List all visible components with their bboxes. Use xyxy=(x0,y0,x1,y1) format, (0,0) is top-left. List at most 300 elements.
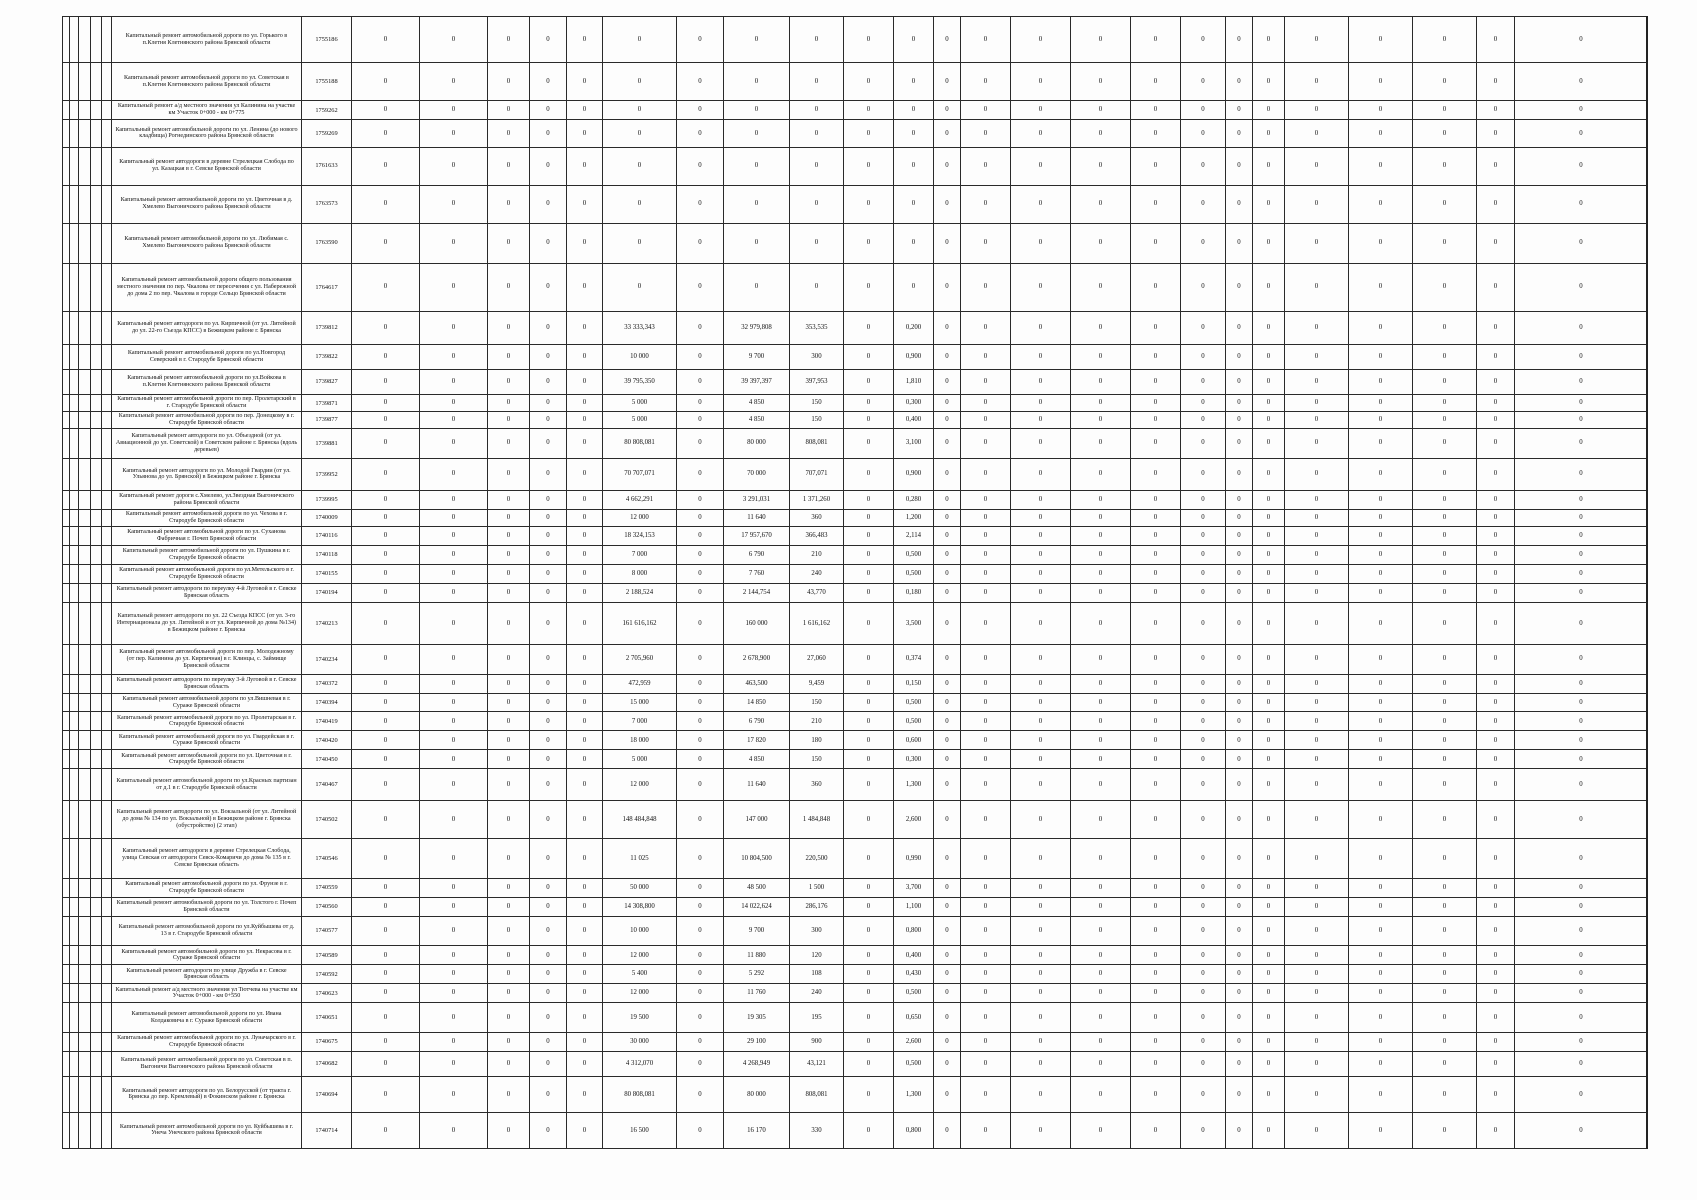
value-cell: 0 xyxy=(1011,429,1071,459)
value-cell: 0 xyxy=(567,120,603,147)
object-name-cell: Капитальный ремонт дороги с.Хмелево, ул.Звездная Выгоничского района Брянской области xyxy=(112,491,302,510)
value-cell: 0 xyxy=(352,545,420,564)
value-cell: 0 xyxy=(934,101,961,120)
value-cell: 0 xyxy=(1349,120,1413,147)
value-cell: 0 xyxy=(1285,916,1349,946)
value-cell: 0 xyxy=(530,1112,567,1148)
value-cell: 0 xyxy=(961,185,1011,223)
value-cell: 0 xyxy=(1253,395,1285,412)
blank-cell xyxy=(70,1003,79,1033)
value-cell: 0 xyxy=(934,984,961,1003)
value-cell: 0,500 xyxy=(894,564,934,583)
value-cell: 10 000 xyxy=(603,344,677,369)
blank-cell xyxy=(91,1051,102,1076)
value-cell: 0 xyxy=(961,1077,1011,1113)
value-cell: 0 xyxy=(530,527,567,546)
blank-cell xyxy=(102,395,112,412)
value-cell: 0 xyxy=(677,1051,724,1076)
value-cell: 0 xyxy=(677,712,724,731)
value-cell: 0 xyxy=(1253,878,1285,897)
blank-cell xyxy=(63,916,70,946)
value-cell: 0 xyxy=(1181,344,1226,369)
object-name-cell: Капитальный ремонт автомобильной дороги по ул. Пролетарская в г. Стародубе Брянской области xyxy=(112,712,302,731)
value-cell: 2,114 xyxy=(894,527,934,546)
value-cell: 0 xyxy=(934,370,961,395)
blank-cell xyxy=(79,769,91,801)
value-cell: 330 xyxy=(790,1112,844,1148)
value-cell: 0 xyxy=(961,878,1011,897)
value-cell: 0 xyxy=(352,674,420,693)
value-cell: 0 xyxy=(1477,946,1515,965)
blank-cell xyxy=(102,801,112,839)
blank-cell xyxy=(102,120,112,147)
value-cell: 0 xyxy=(1131,916,1181,946)
value-cell: 0 xyxy=(844,185,894,223)
blank-cell xyxy=(102,545,112,564)
value-cell: 0 xyxy=(1515,984,1648,1003)
blank-cell xyxy=(102,1077,112,1113)
value-cell: 0 xyxy=(1071,564,1131,583)
value-cell: 0 xyxy=(1011,120,1071,147)
blank-cell xyxy=(102,1032,112,1051)
value-cell: 0 xyxy=(1071,1077,1131,1113)
value-cell: 0 xyxy=(961,120,1011,147)
value-cell: 0,300 xyxy=(894,750,934,769)
value-cell: 0 xyxy=(1181,263,1226,311)
value-cell: 0 xyxy=(567,965,603,984)
object-code-cell: 1740694 xyxy=(302,1077,352,1113)
value-cell: 220,500 xyxy=(790,838,844,878)
value-cell: 0 xyxy=(934,1112,961,1148)
object-code-cell: 1740213 xyxy=(302,602,352,644)
table-row xyxy=(63,1032,1648,1051)
value-cell: 0 xyxy=(1071,370,1131,395)
value-cell: 0 xyxy=(1253,458,1285,491)
blank-cell xyxy=(91,946,102,965)
value-cell: 0 xyxy=(530,412,567,429)
value-cell: 12 000 xyxy=(603,510,677,527)
value-cell: 0 xyxy=(1515,878,1648,897)
value-cell: 0 xyxy=(488,1077,530,1113)
value-cell: 0 xyxy=(530,916,567,946)
value-cell: 0 xyxy=(961,101,1011,120)
value-cell: 0 xyxy=(1226,984,1253,1003)
value-cell: 0 xyxy=(567,17,603,63)
value-cell: 0 xyxy=(1515,458,1648,491)
value-cell: 16 500 xyxy=(603,1112,677,1148)
value-cell: 0 xyxy=(1131,750,1181,769)
value-cell: 0 xyxy=(352,527,420,546)
value-cell: 0 xyxy=(567,545,603,564)
value-cell: 0 xyxy=(1253,838,1285,878)
blank-cell xyxy=(79,223,91,263)
value-cell: 0 xyxy=(352,583,420,602)
value-cell: 0 xyxy=(1011,1112,1071,1148)
value-cell: 0 xyxy=(1285,429,1349,459)
value-cell: 0 xyxy=(1131,1112,1181,1148)
value-cell: 0 xyxy=(1349,645,1413,675)
value-cell: 0 xyxy=(1071,312,1131,345)
blank-cell xyxy=(102,63,112,101)
value-cell: 0 xyxy=(1131,545,1181,564)
object-name-cell: Капитальный ремонт автомобильной дороги по ул. Гвардейская в г. Сураже Брянской области xyxy=(112,731,302,750)
value-cell: 0 xyxy=(1071,750,1131,769)
object-code-cell: 1739995 xyxy=(302,491,352,510)
value-cell: 0 xyxy=(1285,645,1349,675)
object-name-cell: Капитальный ремонт автодороги в деревне Стрелецкая Слобода, улица Севская от автодороги Севск-Комаричи до дома № 135 в г. Севске Брянская область xyxy=(112,838,302,878)
value-cell: 0 xyxy=(1181,965,1226,984)
blank-cell xyxy=(91,564,102,583)
value-cell: 0 xyxy=(1349,17,1413,63)
blank-cell xyxy=(91,510,102,527)
value-cell: 0 xyxy=(1071,984,1131,1003)
object-code-cell: 1740420 xyxy=(302,731,352,750)
value-cell: 0 xyxy=(1131,984,1181,1003)
blank-cell xyxy=(102,1112,112,1148)
table-row xyxy=(63,370,1648,395)
object-code-cell: 1740589 xyxy=(302,946,352,965)
value-cell: 0 xyxy=(488,1051,530,1076)
blank-cell xyxy=(102,491,112,510)
blank-cell xyxy=(63,1077,70,1113)
value-cell: 0 xyxy=(1477,984,1515,1003)
value-cell: 0 xyxy=(1253,801,1285,839)
object-name-cell: Капитальный ремонт автомобильной дороги по ул. Советская в п.Клетня Клетнянского района Брянской области xyxy=(112,63,302,101)
value-cell: 0 xyxy=(1181,370,1226,395)
value-cell: 0 xyxy=(1515,147,1648,185)
value-cell: 0 xyxy=(961,897,1011,916)
value-cell: 30 000 xyxy=(603,1032,677,1051)
value-cell: 17 957,670 xyxy=(724,527,790,546)
value-cell: 0 xyxy=(1253,344,1285,369)
value-cell: 0 xyxy=(1477,147,1515,185)
value-cell: 0 xyxy=(1349,712,1413,731)
value-cell: 0 xyxy=(1226,263,1253,311)
value-cell: 0 xyxy=(1226,965,1253,984)
value-cell: 0 xyxy=(1181,491,1226,510)
value-cell: 0 xyxy=(603,120,677,147)
value-cell: 0 xyxy=(1181,712,1226,731)
value-cell: 0 xyxy=(1285,769,1349,801)
table-row xyxy=(63,223,1648,263)
value-cell: 0 xyxy=(1181,395,1226,412)
value-cell: 0 xyxy=(677,491,724,510)
value-cell: 14 850 xyxy=(724,693,790,712)
value-cell: 0,900 xyxy=(894,458,934,491)
blank-cell xyxy=(79,801,91,839)
value-cell: 0 xyxy=(1131,120,1181,147)
value-cell: 210 xyxy=(790,712,844,731)
value-cell: 0 xyxy=(1226,185,1253,223)
blank-cell xyxy=(91,769,102,801)
value-cell: 0 xyxy=(961,838,1011,878)
value-cell: 0 xyxy=(352,769,420,801)
value-cell: 0 xyxy=(1515,583,1648,602)
object-code-cell: 1740194 xyxy=(302,583,352,602)
blank-cell xyxy=(63,965,70,984)
value-cell: 0 xyxy=(420,602,488,644)
value-cell: 0 xyxy=(961,63,1011,101)
value-cell: 16 170 xyxy=(724,1112,790,1148)
value-cell: 0 xyxy=(677,965,724,984)
value-cell: 0 xyxy=(352,101,420,120)
value-cell: 5 000 xyxy=(603,412,677,429)
value-cell: 33 333,343 xyxy=(603,312,677,345)
value-cell: 0 xyxy=(1349,731,1413,750)
object-name-cell: Капитальный ремонт автомобильной дороги по ул.Вишневая в г. Сураже Брянской области xyxy=(112,693,302,712)
value-cell: 0 xyxy=(1285,693,1349,712)
value-cell: 0 xyxy=(1285,878,1349,897)
value-cell: 0 xyxy=(1477,645,1515,675)
blank-cell xyxy=(91,458,102,491)
blank-cell xyxy=(91,147,102,185)
value-cell: 0 xyxy=(352,838,420,878)
value-cell: 0 xyxy=(420,1112,488,1148)
value-cell: 0 xyxy=(1477,769,1515,801)
value-cell: 0 xyxy=(790,185,844,223)
value-cell: 0 xyxy=(352,984,420,1003)
value-cell: 0 xyxy=(420,63,488,101)
value-cell: 0 xyxy=(352,63,420,101)
value-cell: 0 xyxy=(1131,344,1181,369)
value-cell: 0 xyxy=(934,147,961,185)
value-cell: 0 xyxy=(677,412,724,429)
value-cell: 0 xyxy=(1181,1077,1226,1113)
value-cell: 0 xyxy=(352,731,420,750)
value-cell: 0 xyxy=(1011,583,1071,602)
value-cell: 0 xyxy=(1285,897,1349,916)
value-cell: 1 616,162 xyxy=(790,602,844,644)
value-cell: 0 xyxy=(530,1077,567,1113)
value-cell: 0 xyxy=(790,63,844,101)
object-code-cell: 1740577 xyxy=(302,916,352,946)
blank-cell xyxy=(70,838,79,878)
table-row xyxy=(63,17,1648,63)
value-cell: 0 xyxy=(1515,370,1648,395)
value-cell: 120 xyxy=(790,946,844,965)
object-code-cell: 1739881 xyxy=(302,429,352,459)
value-cell: 0 xyxy=(488,878,530,897)
value-cell: 0 xyxy=(1226,370,1253,395)
value-cell: 0 xyxy=(1253,17,1285,63)
value-cell: 0 xyxy=(420,897,488,916)
value-cell: 0 xyxy=(1181,412,1226,429)
value-cell: 0 xyxy=(677,370,724,395)
value-cell: 0 xyxy=(1253,527,1285,546)
value-cell: 1,100 xyxy=(894,897,934,916)
value-cell: 0 xyxy=(677,458,724,491)
blank-cell xyxy=(70,564,79,583)
value-cell: 0 xyxy=(1285,101,1349,120)
value-cell: 0 xyxy=(844,712,894,731)
blank-cell xyxy=(102,946,112,965)
value-cell: 27,060 xyxy=(790,645,844,675)
value-cell: 0 xyxy=(1515,801,1648,839)
value-cell: 0 xyxy=(420,312,488,345)
value-cell: 0 xyxy=(1515,965,1648,984)
blank-cell xyxy=(79,712,91,731)
value-cell: 0 xyxy=(1477,750,1515,769)
value-cell: 0 xyxy=(567,564,603,583)
value-cell: 43,770 xyxy=(790,583,844,602)
value-cell: 0 xyxy=(1181,916,1226,946)
value-cell: 0 xyxy=(488,395,530,412)
value-cell: 0 xyxy=(1226,510,1253,527)
value-cell: 0 xyxy=(1477,527,1515,546)
value-cell: 0 xyxy=(934,312,961,345)
value-cell: 0 xyxy=(677,583,724,602)
blank-cell xyxy=(63,1112,70,1148)
object-code-cell: 1755186 xyxy=(302,17,352,63)
blank-cell xyxy=(91,63,102,101)
value-cell: 0 xyxy=(1477,731,1515,750)
value-cell: 4 312,070 xyxy=(603,1051,677,1076)
value-cell: 4 850 xyxy=(724,395,790,412)
value-cell: 0 xyxy=(488,429,530,459)
table-row xyxy=(63,645,1648,675)
value-cell: 0 xyxy=(1071,63,1131,101)
value-cell: 0 xyxy=(420,101,488,120)
value-cell: 0 xyxy=(677,1003,724,1033)
value-cell: 0 xyxy=(1131,583,1181,602)
blank-cell xyxy=(79,750,91,769)
blank-cell xyxy=(102,412,112,429)
blank-cell xyxy=(79,674,91,693)
value-cell: 0 xyxy=(1349,897,1413,916)
value-cell: 0 xyxy=(1349,63,1413,101)
table-row xyxy=(63,491,1648,510)
value-cell: 0 xyxy=(1253,370,1285,395)
value-cell: 0,280 xyxy=(894,491,934,510)
value-cell: 0 xyxy=(934,17,961,63)
blank-cell xyxy=(102,147,112,185)
value-cell: 0 xyxy=(603,147,677,185)
value-cell: 0 xyxy=(352,1003,420,1033)
object-code-cell: 1740592 xyxy=(302,965,352,984)
blank-cell xyxy=(70,263,79,311)
value-cell: 4 268,949 xyxy=(724,1051,790,1076)
value-cell: 210 xyxy=(790,545,844,564)
blank-cell xyxy=(70,223,79,263)
value-cell: 0 xyxy=(1226,395,1253,412)
blank-cell xyxy=(79,510,91,527)
value-cell: 0 xyxy=(1515,946,1648,965)
blank-cell xyxy=(63,527,70,546)
value-cell: 0 xyxy=(1285,312,1349,345)
value-cell: 0 xyxy=(352,429,420,459)
value-cell: 0 xyxy=(1413,946,1477,965)
value-cell: 0 xyxy=(530,1051,567,1076)
value-cell: 0 xyxy=(1349,1077,1413,1113)
value-cell: 0 xyxy=(934,693,961,712)
value-cell: 0,200 xyxy=(894,312,934,345)
value-cell: 0 xyxy=(1285,120,1349,147)
blank-cell xyxy=(102,916,112,946)
value-cell: 0 xyxy=(1011,312,1071,345)
value-cell: 0 xyxy=(1285,527,1349,546)
blank-cell xyxy=(91,583,102,602)
value-cell: 0 xyxy=(1349,545,1413,564)
value-cell: 0 xyxy=(352,223,420,263)
blank-cell xyxy=(70,101,79,120)
value-cell: 0 xyxy=(567,674,603,693)
value-cell: 0 xyxy=(352,693,420,712)
blank-cell xyxy=(91,712,102,731)
value-cell: 0 xyxy=(961,731,1011,750)
blank-cell xyxy=(91,1112,102,1148)
value-cell: 0 xyxy=(1349,801,1413,839)
value-cell: 0 xyxy=(1181,564,1226,583)
blank-cell xyxy=(91,750,102,769)
value-cell: 0 xyxy=(934,63,961,101)
value-cell: 0 xyxy=(488,63,530,101)
value-cell: 0 xyxy=(567,429,603,459)
value-cell: 0 xyxy=(488,965,530,984)
blank-cell xyxy=(63,412,70,429)
blank-cell xyxy=(79,602,91,644)
value-cell: 0 xyxy=(1181,63,1226,101)
value-cell: 0 xyxy=(530,185,567,223)
value-cell: 0 xyxy=(420,731,488,750)
value-cell: 0 xyxy=(1349,510,1413,527)
value-cell: 0 xyxy=(934,412,961,429)
blank-cell xyxy=(79,583,91,602)
value-cell: 0 xyxy=(567,510,603,527)
value-cell: 0 xyxy=(1071,731,1131,750)
object-name-cell: Капитальный ремонт а/д местного значения ул Тютчева на участке км Участок 0+000 - км 0+550 xyxy=(112,984,302,1003)
value-cell: 0 xyxy=(1515,645,1648,675)
value-cell: 19 305 xyxy=(724,1003,790,1033)
value-cell: 0 xyxy=(1349,147,1413,185)
table-row xyxy=(63,674,1648,693)
value-cell: 0 xyxy=(724,101,790,120)
value-cell: 3,100 xyxy=(894,429,934,459)
value-cell: 0 xyxy=(1285,223,1349,263)
value-cell: 0 xyxy=(677,263,724,311)
value-cell: 0 xyxy=(934,645,961,675)
blank-cell xyxy=(79,731,91,750)
value-cell: 0 xyxy=(1477,1032,1515,1051)
value-cell: 0 xyxy=(1349,1112,1413,1148)
object-name-cell: Капитальный ремонт автодороги по улице Дружба в г. Севске Брянская область xyxy=(112,965,302,984)
blank-cell xyxy=(102,878,112,897)
blank-cell xyxy=(79,984,91,1003)
object-name-cell: Капитальный ремонт автомобильной дороги по ул.Метельского в г. Стародубе Брянской области xyxy=(112,564,302,583)
table-row xyxy=(63,916,1648,946)
blank-cell xyxy=(102,263,112,311)
value-cell: 0 xyxy=(1253,965,1285,984)
object-name-cell: Капитальный ремонт автомобильной дороги по ул. Фрунзе в г. Стародубе Брянской области xyxy=(112,878,302,897)
value-cell: 0 xyxy=(1413,1003,1477,1033)
blank-cell xyxy=(91,984,102,1003)
value-cell: 0 xyxy=(1226,545,1253,564)
value-cell: 0 xyxy=(567,984,603,1003)
object-name-cell: Капитальный ремонт автодороги по переулку 3-й Луговой в г. Севске Брянская область xyxy=(112,674,302,693)
value-cell: 12 000 xyxy=(603,946,677,965)
value-cell: 0 xyxy=(488,412,530,429)
value-cell: 0 xyxy=(1253,120,1285,147)
value-cell: 0 xyxy=(1181,838,1226,878)
object-code-cell: 1740450 xyxy=(302,750,352,769)
object-name-cell: Капитальный ремонт автомобильной дороги по ул.Войкова в п.Клетня Клетнянского района Брянской области xyxy=(112,370,302,395)
blank-cell xyxy=(91,693,102,712)
value-cell: 0 xyxy=(1349,527,1413,546)
blank-cell xyxy=(79,965,91,984)
value-cell: 0 xyxy=(1515,263,1648,311)
value-cell: 1,300 xyxy=(894,1077,934,1113)
value-cell: 0 xyxy=(677,769,724,801)
value-cell: 0 xyxy=(1413,769,1477,801)
